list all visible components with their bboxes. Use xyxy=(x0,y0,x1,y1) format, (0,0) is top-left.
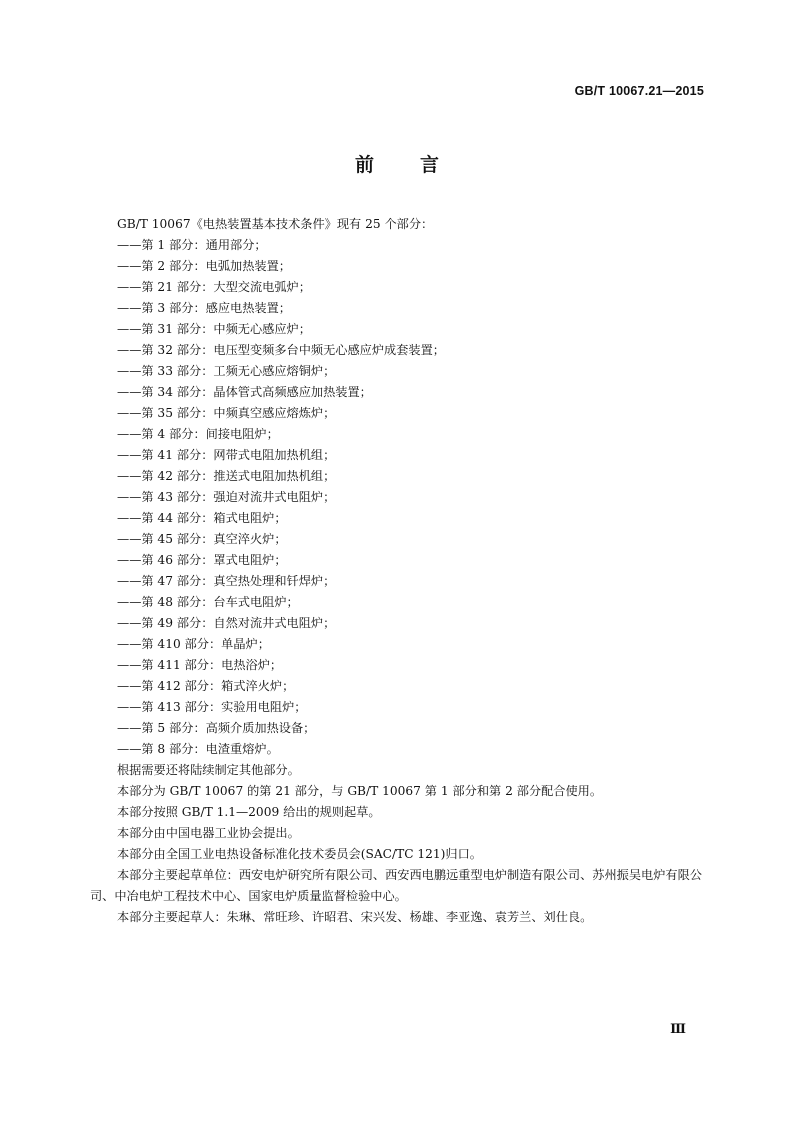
list-item: ——第 34 部分：晶体管式高频感应加热装置； xyxy=(117,385,372,399)
list-item: ——第 41 部分：网带式电阻加热机组； xyxy=(117,448,336,462)
list-item: ——第 8 部分：电渣重熔炉。 xyxy=(117,742,279,756)
list-item: ——第 45 部分：真空淬火炉； xyxy=(117,532,287,546)
page-number: Ⅲ xyxy=(670,1021,686,1036)
parts-list xyxy=(90,235,708,760)
list-item: ——第 49 部分：自然对流井式电阻炉； xyxy=(117,616,336,630)
list-item: ——第 1 部分：通用部分； xyxy=(117,238,267,252)
list-item: ——第 413 部分：实验用电阻炉； xyxy=(117,700,307,714)
list-item: ——第 33 部分：工频无心感应熔铜炉； xyxy=(117,364,336,378)
list-item: ——第 35 部分：中频真空感应熔炼炉； xyxy=(117,406,336,420)
list-item: ——第 32 部分：电压型变频多台中频无心感应炉成套装置； xyxy=(117,343,445,357)
list-item: ——第 5 部分：高频介质加热设备； xyxy=(117,721,316,735)
list-item: ——第 42 部分：推送式电阻加热机组； xyxy=(117,469,336,483)
intro-line: GB/T 10067《电热装置基本技术条件》现有 25 个部分： xyxy=(117,217,434,231)
page-title: 前言 xyxy=(354,154,485,176)
list-item: ——第 411 部分：电热浴炉； xyxy=(117,658,283,672)
paragraph: 本部分由全国工业电热设备标准化技术委员会(SAC/TC 121)归口。 xyxy=(117,847,482,861)
list-item: ——第 4 部分：间接电阻炉； xyxy=(117,427,279,441)
list-item: ——第 31 部分：中频无心感应炉； xyxy=(117,322,311,336)
document-body xyxy=(90,214,708,928)
paragraph: 根据需要还将陆续制定其他部分。 xyxy=(117,763,300,777)
list-item: ——第 3 部分：感应电热装置； xyxy=(117,301,291,315)
paragraph: 本部分由中国电器工业协会提出。 xyxy=(117,826,300,840)
paragraph: 本部分主要起草单位：西安电炉研究所有限公司、西安西电鹏远重型电炉制造有限公司、苏州振吴电炉有限公司、中冶电炉工程技术中心、国家电炉质量监督检验中心。 xyxy=(90,868,702,903)
list-item: ——第 43 部分：强迫对流井式电阻炉； xyxy=(117,490,336,504)
paragraph-list xyxy=(90,760,708,928)
list-item: ——第 410 部分：单晶炉； xyxy=(117,637,270,651)
standard-number: GB/T 10067.21—2015 xyxy=(574,84,704,98)
list-item: ——第 2 部分：电弧加热装置； xyxy=(117,259,291,273)
list-item: ——第 46 部分：罩式电阻炉； xyxy=(117,553,287,567)
list-item: ——第 48 部分：台车式电阻炉； xyxy=(117,595,299,609)
paragraph: 本部分为 GB/T 10067 的第 21 部分，与 GB/T 10067 第 1 部分和第 2 部分配合使用。 xyxy=(117,784,603,798)
list-item: ——第 47 部分：真空热处理和钎焊炉； xyxy=(117,574,336,588)
list-item: ——第 412 部分：箱式淬火炉； xyxy=(117,679,295,693)
list-item: ——第 21 部分：大型交流电弧炉； xyxy=(117,280,311,294)
list-item: ——第 44 部分：箱式电阻炉； xyxy=(117,511,287,525)
paragraph: 本部分主要起草人：朱琳、常旺珍、许昭君、宋兴发、杨雄、李亚逸、袁芳兰、刘仕良。 xyxy=(117,910,593,924)
paragraph: 本部分按照 GB/T 1.1—2009 给出的规则起草。 xyxy=(117,805,381,819)
